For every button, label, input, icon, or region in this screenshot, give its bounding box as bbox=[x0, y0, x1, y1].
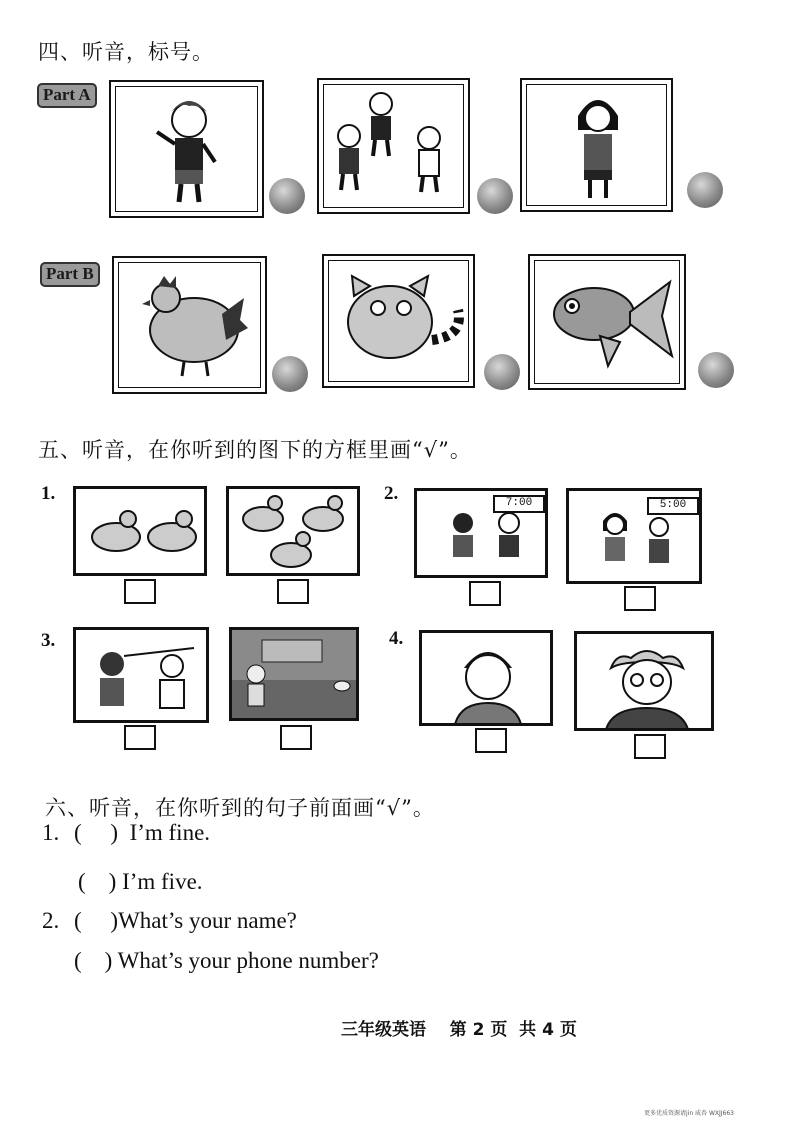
item-3-checkbox-b[interactable] bbox=[280, 725, 312, 750]
hen-illustration bbox=[114, 258, 269, 396]
section-5-heading: 五、听音，在你听到的图下的方框里画“√”。 bbox=[38, 438, 472, 462]
three-children-illustration bbox=[319, 80, 472, 216]
item-1-picture-two-ducks bbox=[73, 486, 207, 576]
question-1-option-five[interactable]: ( ) I’m five. bbox=[78, 869, 203, 894]
part-a-picture-girl bbox=[520, 78, 673, 212]
question-1-option-fine[interactable]: ( ) I’m fine. bbox=[74, 820, 211, 845]
question-2-number: 2. bbox=[42, 908, 60, 933]
part-a-number-ball-2[interactable] bbox=[477, 178, 513, 214]
section-4-heading: 四、听音，标号。 bbox=[38, 40, 214, 64]
part-a-picture-boy bbox=[109, 80, 264, 218]
part-a-number-ball-1[interactable] bbox=[269, 178, 305, 214]
item-3-picture-b bbox=[229, 627, 359, 721]
item-2-picture-a bbox=[414, 488, 548, 578]
section-6-heading: 六、听音，在你听到的句子前面画“√”。 bbox=[45, 796, 435, 820]
girl-in-yard-illustration bbox=[232, 630, 359, 721]
item-4-checkbox-b[interactable] bbox=[634, 734, 666, 759]
cat-illustration bbox=[324, 256, 477, 390]
item-2-clock-b: 5:00 bbox=[647, 497, 699, 515]
item-1-picture-three-ducks bbox=[226, 486, 360, 576]
watermark: 更多优质资源请jin 威杏 WXJJ663 bbox=[644, 1110, 734, 1117]
item-4-picture-a bbox=[419, 630, 553, 726]
part-b-number-ball-1[interactable] bbox=[272, 356, 308, 392]
part-b-number-ball-3[interactable] bbox=[698, 352, 734, 388]
item-2-clock-a: 7:00 bbox=[493, 495, 545, 513]
part-b-label: Part B bbox=[40, 262, 100, 287]
part-a-picture-children bbox=[317, 78, 470, 214]
item-1-checkbox-a[interactable] bbox=[124, 579, 156, 604]
section-5-item-1-number: 1. bbox=[41, 483, 56, 504]
question-2-option-name[interactable]: ( )What’s your name? bbox=[74, 908, 297, 933]
part-a-number-ball-3[interactable] bbox=[687, 172, 723, 208]
question-2-option-phone[interactable]: ( ) What’s your phone number? bbox=[74, 948, 379, 973]
part-b-picture-fish bbox=[528, 254, 686, 390]
two-ducks-illustration bbox=[76, 489, 207, 576]
part-b-picture-cat bbox=[322, 254, 475, 388]
part-b-number-ball-2[interactable] bbox=[484, 354, 520, 390]
boy-waving-illustration bbox=[111, 82, 266, 220]
item-4-checkbox-a[interactable] bbox=[475, 728, 507, 753]
grandpa-portrait-illustration bbox=[577, 634, 714, 731]
section-5-item-4-number: 4. bbox=[389, 628, 404, 649]
section-5-item-2-number: 2. bbox=[384, 483, 399, 504]
page-footer: 三年级英语 第 2 页 共 4 页 bbox=[341, 1020, 577, 1040]
part-b-picture-hen bbox=[112, 256, 267, 394]
part-a-label: Part A bbox=[37, 83, 97, 108]
girls-playing-illustration bbox=[76, 630, 209, 723]
item-4-picture-b bbox=[574, 631, 714, 731]
item-2-picture-b bbox=[566, 488, 702, 584]
question-1-number: 1. bbox=[42, 820, 60, 845]
boy-portrait-illustration bbox=[422, 633, 553, 726]
item-1-checkbox-b[interactable] bbox=[277, 579, 309, 604]
fish-illustration bbox=[530, 256, 688, 392]
item-3-checkbox-a[interactable] bbox=[124, 725, 156, 750]
item-2-checkbox-a[interactable] bbox=[469, 581, 501, 606]
three-ducks-illustration bbox=[229, 489, 360, 576]
section-5-item-3-number: 3. bbox=[41, 630, 56, 651]
item-2-checkbox-b[interactable] bbox=[624, 586, 656, 611]
item-3-picture-a bbox=[73, 627, 209, 723]
girl-illustration bbox=[522, 80, 675, 214]
